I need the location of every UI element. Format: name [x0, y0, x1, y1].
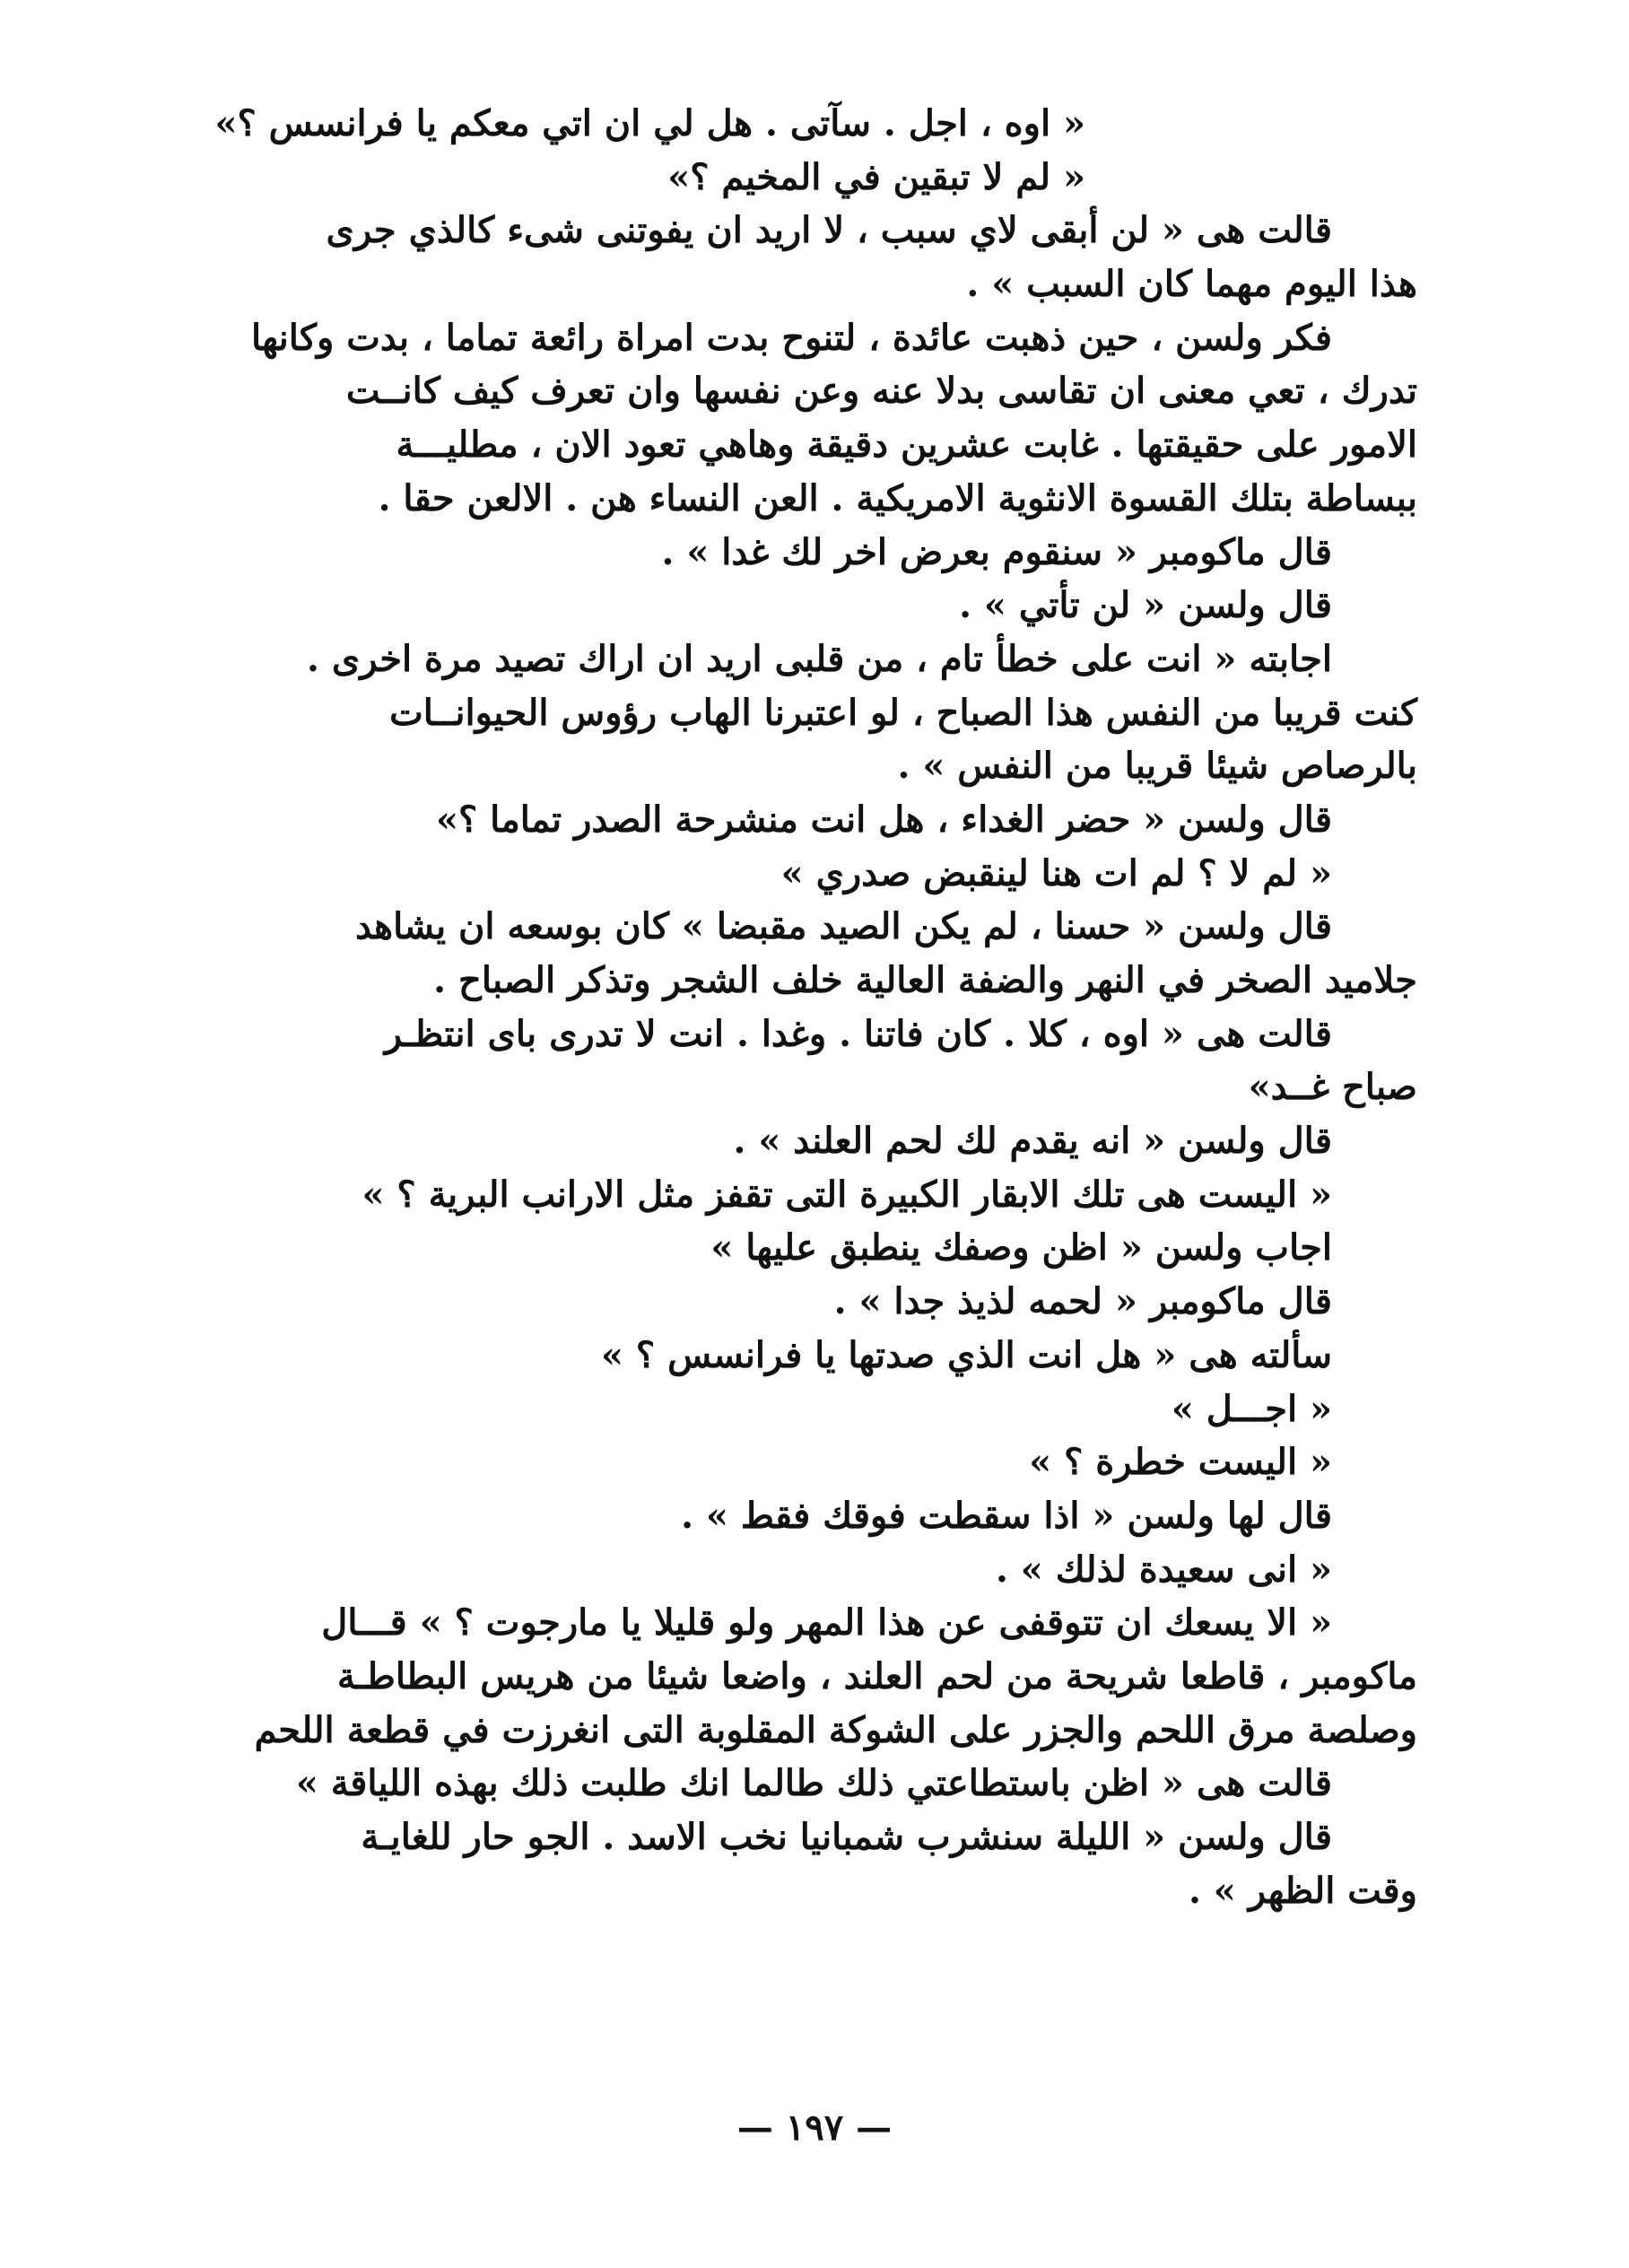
text-line: سألته هى « هل انت الذي صدتها يا فرانسس ؟ » — [601, 1333, 1332, 1376]
text-line: ببساطة بتلك القسوة الانثوية الامريكية . العن النساء هن . الالعن حقا . — [378, 476, 1417, 519]
text-line: « اليست خطرة ؟ » — [1029, 1441, 1332, 1484]
text-line: تدرك ، تعي معنى ان تقاسى بدلا عنه وعن نفسها وان تعرف كيف كانــت — [345, 370, 1417, 413]
text-line: « لم لا تبقين في المخيم ؟» — [667, 155, 1085, 198]
text-line: الامور على حقيقتها . غابت عشرين دقيقة وهاهي تعود الان ، مطليـــة — [396, 423, 1417, 467]
text-line: فكر ولسن ، حين ذهبت عائدة ، لتنوح بدت امراة رائعة تماما ، بدت وكانها — [251, 316, 1332, 359]
text-line: قالت هى « اوه ، كلا . كان فاتنا . وغدا . انت لا تدرى باى انتظـر — [384, 1012, 1332, 1055]
text-line: هذا اليوم مهما كان السبب » . — [966, 263, 1417, 306]
text-line: صباح غــد» — [1248, 1066, 1417, 1109]
text-line: « الا يسعك ان تتوقفى عن هذا المهر ولو قليلا يا مارجوت ؟ » قـــال — [321, 1601, 1332, 1644]
text-line: « انى سعيدة لذلك » . — [995, 1548, 1332, 1591]
text-line: قال ماكومبر « سنقوم بعرض اخر لك غدا » . — [661, 530, 1332, 573]
text-line: قال ولسن « حضر الغداء ، هل انت منشرحة الصدر تماما ؟» — [435, 798, 1332, 841]
text-line: قال ماكومبر « لحمه لذيذ جدا » . — [833, 1280, 1332, 1323]
text-line: ماكومبر ، قاطعا شريحة من لحم العلند ، واضعا شيئا من هريس البطاطـة — [336, 1654, 1417, 1697]
text-line: قال ولسن « انه يقدم لك لحم العلند » . — [733, 1120, 1332, 1163]
text-line: قالت هى « لن أبقى لاي سبب ، لا اريد ان يفوتنى شىء كالذي جرى — [326, 209, 1332, 252]
text-line: بالرصاص شيئا قريبا من النفس » . — [897, 745, 1417, 788]
text-line: « اوه ، اجل . سآتى . هل لي ان اتي معكم يا فرانسس ؟» — [214, 102, 1085, 144]
page-number: — ١٩٧ — — [736, 2107, 893, 2149]
text-line: وقت الظهر » . — [1188, 1869, 1417, 1912]
text-line: اجابته « انت على خطأ تام ، من قلبى اريد ان اراك تصيد مرة اخرى . — [307, 637, 1332, 680]
text-line: جلاميد الصخر في النهر والضفة العالية خلف الشجر وتذكر الصباح . — [433, 959, 1417, 1001]
text-line: كنت قريبا من النفس هذا الصباح ، لو اعتبرنا الهاب رؤوس الحيوانــات — [389, 691, 1417, 734]
text-line: « اجـــل » — [1171, 1387, 1332, 1430]
text-line: وصلصة مرق اللحم والجزر على الشوكة المقلوبة التى انغرزت في قطعة اللحم — [254, 1708, 1417, 1751]
text-line: « لم لا ؟ لم ات هنا لينقبض صدري » — [780, 851, 1332, 894]
text-line: قال ولسن « حسنا ، لم يكن الصيد مقبضا » كان بوسعه ان يشاهد — [354, 905, 1332, 948]
text-line: قال ولسن « لن تأتي » . — [959, 584, 1332, 627]
body-text — [197, 97, 1417, 1917]
text-line: اجاب ولسن « اظن وصفك ينطبق عليها » — [710, 1226, 1332, 1269]
text-line: قال ولسن « الليلة سنشرب شمبانيا نخب الاسد . الجو حار للغايـة — [361, 1816, 1332, 1858]
text-line: قالت هى « اظن باستطاعتي ذلك طالما انك طلبت ذلك بهذه اللياقة » — [295, 1762, 1332, 1805]
text-line: قال لها ولسن « اذا سقطت فوقك فقط » . — [681, 1494, 1332, 1537]
text-line: « اليست هى تلك الابقار الكبيرة التى تقفز مثل الارانب البرية ؟ » — [362, 1173, 1332, 1216]
